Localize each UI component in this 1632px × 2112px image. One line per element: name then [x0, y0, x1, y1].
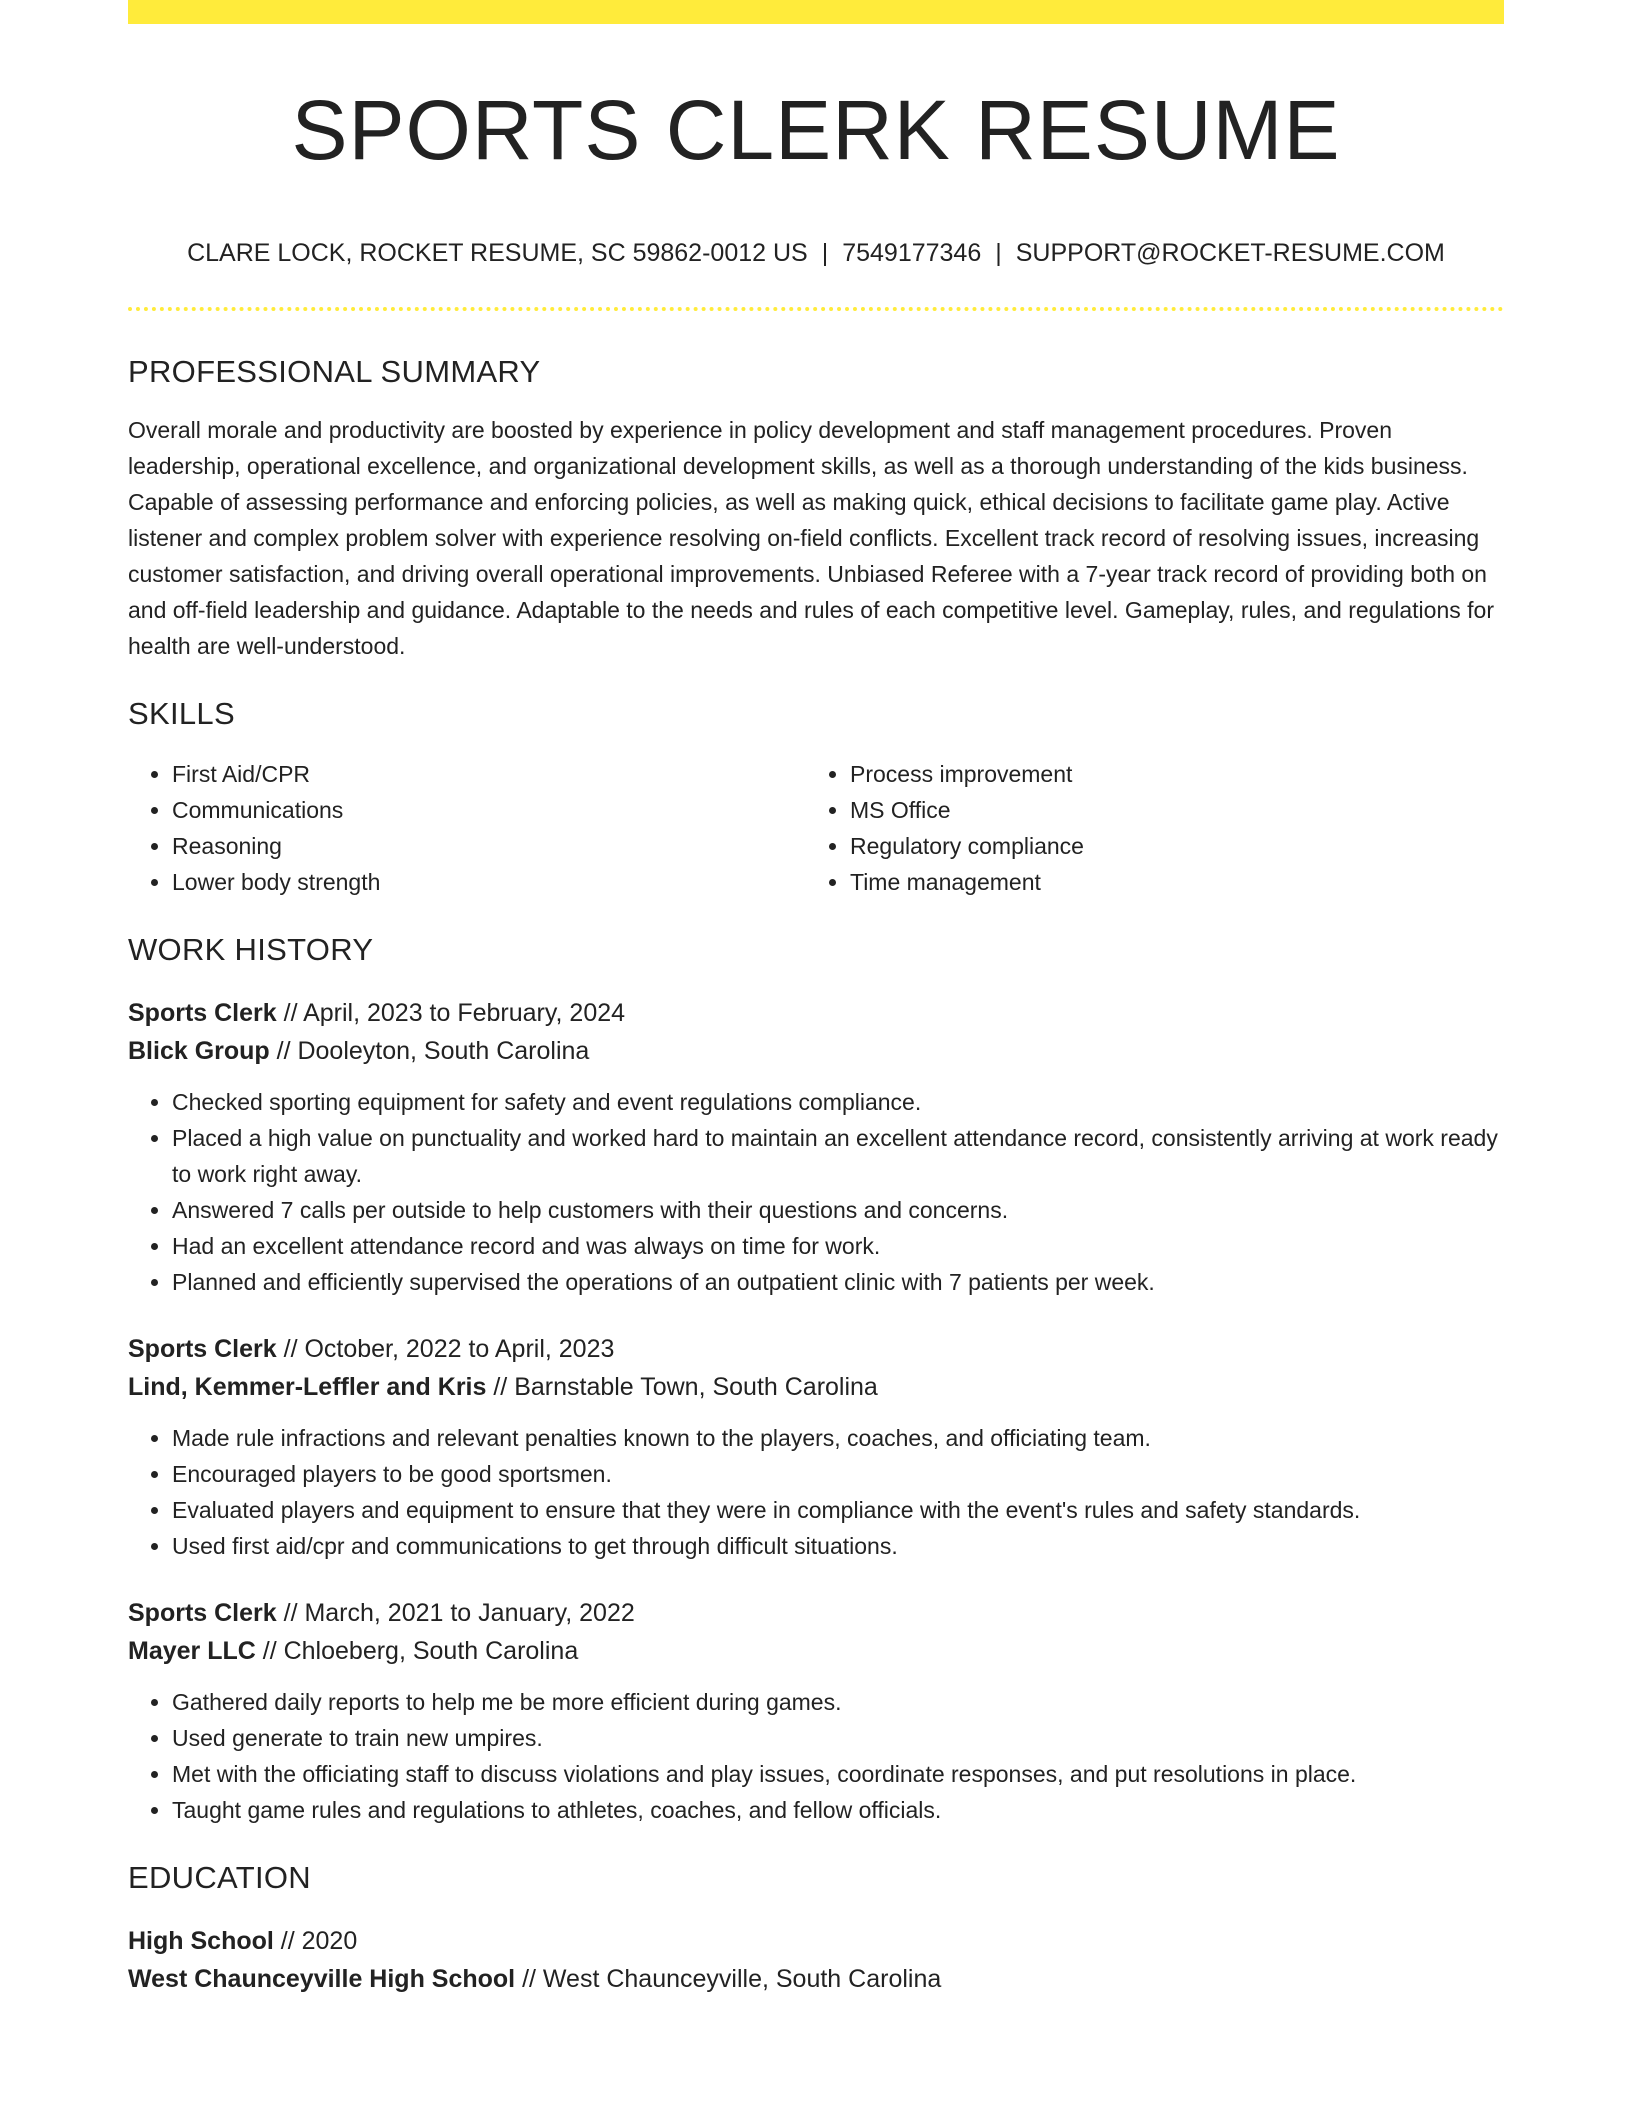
job-bullet: • Answered 7 calls per outside to help customers with their questions and concerns. — [172, 1192, 1504, 1228]
education-degree-line — [128, 1922, 1504, 1960]
job-entry — [128, 1330, 1504, 1564]
job-bullet: • Placed a high value on punctuality and worked hard to maintain an excellent attendance record, consistently arriving at work ready to work right away. — [172, 1120, 1504, 1192]
skill-item: • Reasoning — [172, 828, 806, 864]
education-year: // 2020 — [273, 1927, 358, 1955]
page-title: SPORTS CLERK RESUME — [291, 83, 1341, 177]
job-title-line — [128, 1594, 1504, 1632]
dotted-divider — [128, 307, 1504, 311]
skill-item: • Regulatory compliance — [850, 828, 1484, 864]
skills-columns — [128, 756, 1504, 900]
job-bullet: • Met with the officiating staff to discuss violations and play issues, coordinate responses, and put resolutions in place. — [172, 1756, 1504, 1792]
skill-item: • First Aid/CPR — [172, 756, 806, 792]
contact-line — [128, 236, 1504, 270]
job-bullet: • Planned and efficiently supervised the operations of an outpatient clinic with 7 patients per week. — [172, 1264, 1504, 1300]
contact-separator: | — [995, 239, 1002, 267]
skills-section — [128, 694, 1504, 900]
summary-text: Overall morale and productivity are boosted by experience in policy development and staff management procedures. Proven leadership, operational excellence, and organizational development skills, as well as a thorough understanding of the kids business. Capable of assessing performance and enforcing policies, as well as making quick, ethical decisions to facilitate game play. Active listener and complex problem solver with experience resolving on-field conflicts. Excellent track record of resolving issues, increasing customer satisfaction, and driving overall operational improvements. Unbiased Referee with a 7-year track record of providing both on and off-field leadership and guidance. Adaptable to the needs and rules of each competitive level. Gameplay, rules, and regulations for health are well-understood. — [128, 417, 1494, 659]
education-school: West Chaunceyville High School — [128, 1965, 516, 1993]
job-bullet: • Checked sporting equipment for safety and event regulations compliance. — [172, 1084, 1504, 1120]
education-heading: EDUCATION — [128, 1860, 311, 1895]
job-company-line — [128, 1368, 1504, 1406]
job-company-line — [128, 1632, 1504, 1670]
contact-address: CLARE LOCK, ROCKET RESUME, SC 59862-0012 US — [187, 239, 808, 267]
job-bullet: • Used first aid/cpr and communications to get through difficult situations. — [172, 1528, 1504, 1564]
job-company: Blick Group — [128, 1037, 270, 1065]
summary-section — [128, 352, 1504, 664]
job-bullet: • Gathered daily reports to help me be more efficient during games. — [172, 1684, 1504, 1720]
contact-phone: 7549177346 — [842, 239, 982, 267]
job-bullets — [128, 1084, 1504, 1300]
job-dates: // March, 2021 to January, 2022 — [276, 1599, 635, 1627]
education-degree: High School — [128, 1927, 274, 1955]
contact-separator: | — [821, 239, 829, 267]
job-title-line — [128, 1330, 1504, 1368]
accent-bar — [128, 0, 1504, 24]
skill-item: • Time management — [850, 864, 1484, 900]
job-title-line — [128, 994, 1504, 1032]
job-company: Lind, Kemmer-Leffler and Kris — [128, 1373, 487, 1401]
job-bullet: • Had an excellent attendance record and was always on time for work. — [172, 1228, 1504, 1264]
skill-item: • Process improvement — [850, 756, 1484, 792]
job-title: Sports Clerk — [128, 1335, 277, 1363]
job-location: // Chloeberg, South Carolina — [255, 1637, 579, 1665]
job-company: Mayer LLC — [128, 1637, 256, 1665]
work-history-section — [128, 930, 1504, 1828]
job-entry — [128, 994, 1504, 1300]
skills-list-right — [806, 756, 1484, 900]
education-section — [128, 1858, 1504, 1998]
education-entry — [128, 1922, 1504, 1998]
job-bullets — [128, 1420, 1504, 1564]
job-location: // Dooleyton, South Carolina — [269, 1037, 590, 1065]
job-entry — [128, 1594, 1504, 1828]
resume-content — [128, 352, 1504, 1998]
job-dates: // April, 2023 to February, 2024 — [276, 999, 626, 1027]
job-location: // Barnstable Town, South Carolina — [486, 1373, 878, 1401]
skills-list-left — [128, 756, 806, 900]
summary-heading: PROFESSIONAL SUMMARY — [128, 354, 541, 389]
skills-heading: SKILLS — [128, 696, 235, 731]
job-bullet: • Taught game rules and regulations to athletes, coaches, and fellow officials. — [172, 1792, 1504, 1828]
job-bullet: • Made rule infractions and relevant penalties known to the players, coaches, and officiating team. — [172, 1420, 1504, 1456]
contact-email: SUPPORT@ROCKET-RESUME.COM — [1015, 239, 1445, 267]
job-bullet: • Encouraged players to be good sportsmen. — [172, 1456, 1504, 1492]
job-bullets — [128, 1684, 1504, 1828]
skill-item: • MS Office — [850, 792, 1484, 828]
job-company-line — [128, 1032, 1504, 1070]
skill-item: • Lower body strength — [172, 864, 806, 900]
education-location: // West Chaunceyville, South Carolina — [515, 1965, 942, 1993]
job-title: Sports Clerk — [128, 999, 277, 1027]
education-school-line — [128, 1960, 1504, 1998]
work-history-heading: WORK HISTORY — [128, 932, 374, 967]
job-bullet: • Evaluated players and equipment to ensure that they were in compliance with the event's rules and safety standards. — [172, 1492, 1504, 1528]
job-dates: // October, 2022 to April, 2023 — [276, 1335, 615, 1363]
job-title: Sports Clerk — [128, 1599, 277, 1627]
skill-item: • Communications — [172, 792, 806, 828]
job-bullet: • Used generate to train new umpires. — [172, 1720, 1504, 1756]
